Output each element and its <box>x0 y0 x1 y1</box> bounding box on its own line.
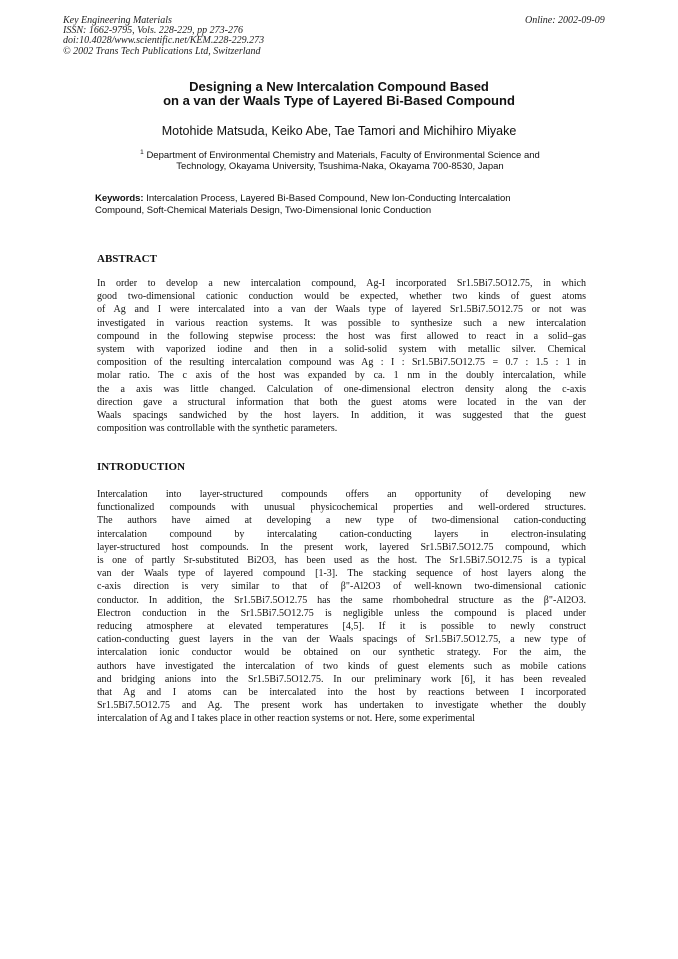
abstract-heading: ABSTRACT <box>97 253 157 265</box>
keywords-line-1: Intercalation Process, Layered Bi-Based Compound, New Ion-Conducting Intercalation <box>143 193 511 204</box>
abstract-line: composition was controllable with the synthetic parameters. <box>97 423 338 435</box>
abstract-line: investigated in various reaction systems. It was possible to synthesize such a new intercalation <box>97 317 586 329</box>
journal-header <box>63 16 264 57</box>
abstract-line: good two-dimensional cationic conduction would be expected, whether two kinds of guest atoms <box>97 291 586 303</box>
title-line-2: on a van der Waals Type of Layered Bi-Based Compound <box>163 93 515 108</box>
abstract-line: compound in the following stepwise process: the host was first allowed to react in a solid–gas <box>97 330 586 342</box>
affiliation-line-2: Technology, Okayama University, Tsushima-Naka, Okayama 700-8530, Japan <box>176 161 504 173</box>
abstract-line: system with vaporized iodine and then in a solid-solid system with metallic silver. Chemical <box>97 344 586 356</box>
affiliation <box>100 147 580 172</box>
introduction-line: intercalation of Ag and I takes place in other reaction systems or not. Here, some experimental <box>97 713 475 725</box>
abstract-line: direction gave a structural information that both the guest atoms were located in the van der <box>97 396 586 408</box>
affiliation-line-1: Department of Environmental Chemistry and Materials, Faculty of Environmental Science and <box>146 150 540 162</box>
abstract-line: In order to develop a new intercalation compound, Ag-I incorporated Sr1.5Bi7.5O12.75, in which <box>97 278 586 289</box>
abstract-line: molar ratio. The c axis of the host was expanded by ca. 1 nm in the doubly intercalation, while <box>97 370 586 382</box>
introduction-line: functionalized compounds with unusual physicochemical properties and well-ordered structures. <box>97 502 586 514</box>
introduction-line: Sr1.5Bi7.5O12.75 and Ag. The present work has undertaken to investigate whether the doubly <box>97 700 586 712</box>
introduction-line: layer-structured host compounds. In the present work, layered Sr1.5Bi7.5O12.75 compound, which <box>97 541 586 553</box>
introduction-line: is one of partly Sr-substituted Bi2O3, has been used as the host. The Sr1.5Bi7.5O12.75 is a typical <box>97 555 586 567</box>
introduction-line: van der Waals type of layered compound [1-3]. The stacking sequence of host layers along the <box>97 568 586 580</box>
introduction-line: The authors have aimed at developing a new type of two-dimensional cation-conducting <box>97 515 586 527</box>
introduction-heading: INTRODUCTION <box>97 461 186 473</box>
introduction-line: authors have investigated the intercalation of two kinds of guest elements such as mobile cations <box>97 660 586 672</box>
online-date: Online: 2002-09-09 <box>525 15 605 26</box>
abstract-body <box>97 277 586 435</box>
affiliation-mark: 1 <box>140 149 144 156</box>
author-list: Motohide Matsuda, Keiko Abe, Tae Tamori and Michihiro Miyake <box>161 124 517 138</box>
paper-title <box>0 80 678 108</box>
introduction-line: conductor. In addition, the Sr1.5Bi7.5O12.75 has the same rhombohedral structure as the β"-Al2O3. <box>97 594 586 606</box>
keywords-line-2: Compound, Soft-Chemical Materials Design, Two-Dimensional Ionic Conduction <box>95 204 432 216</box>
keywords <box>95 193 585 216</box>
introduction-line: Intercalation into layer-structured compounds offers an opportunity of developing new <box>97 489 586 500</box>
introduction-line: that Ag and I atoms can be intercalated into the host by reactions between I incorporated <box>97 687 586 699</box>
abstract-line: composition of the resulting intercalation compound was Ag : I : Sr1.5Bi7.5O12.75 = 0.7 : 1.5 : 1 in <box>97 357 586 369</box>
introduction-line: intercalation ionic conductor would be obtained on our synthetic strategy. For the aim, the <box>97 647 586 659</box>
introduction-line: reducing atmosphere at elevated temperatures [4,5]. If it is possible to newly construct <box>97 621 586 633</box>
introduction-line: c-axis direction is very similar to that of β"-Al2O3 of well-known two-dimensional cationic <box>97 581 586 593</box>
abstract-line: the a axis was little changed. Calculation of one-dimensional electron density along the c-axis <box>97 383 586 395</box>
introduction-line: intercalation compound by intercalating cation-conducting layers in electron-insulating <box>97 528 586 540</box>
introduction-line: cation-conducting guest layers in the van der Waals spacings of Sr1.5Bi7.5O12.75, a new type of <box>97 634 586 646</box>
copyright-line: © 2002 Trans Tech Publications Ltd, Switzerland <box>63 45 261 57</box>
issn-line: ISSN: 1662-9795, Vols. 228-229, pp 273-276 <box>63 25 243 37</box>
doi-link[interactable]: doi:10.4028/www.scientific.net/KEM.228-229.273 <box>63 35 265 47</box>
abstract-line: Waals spacings sandwiched by the host layers. In addition, it was suggested that the guest <box>97 410 586 422</box>
abstract-line: of Ag and I were intercalated into a van der Waals type of layered Sr1.5Bi7.5O12.75 or not was <box>97 304 586 316</box>
journal-name: Key Engineering Materials <box>63 15 172 26</box>
introduction-line: and bridging anions into the Sr1.5Bi7.5O12.75. In our preliminary work [6], it has been revealed <box>97 673 586 685</box>
keywords-label: Keywords: <box>95 193 144 204</box>
introduction-body <box>97 488 586 726</box>
introduction-line: Electron conduction in the Sr1.5Bi7.5O12.75 is negligible unless the compound is placed under <box>97 607 586 619</box>
title-line-1: Designing a New Intercalation Compound Based <box>189 79 489 94</box>
